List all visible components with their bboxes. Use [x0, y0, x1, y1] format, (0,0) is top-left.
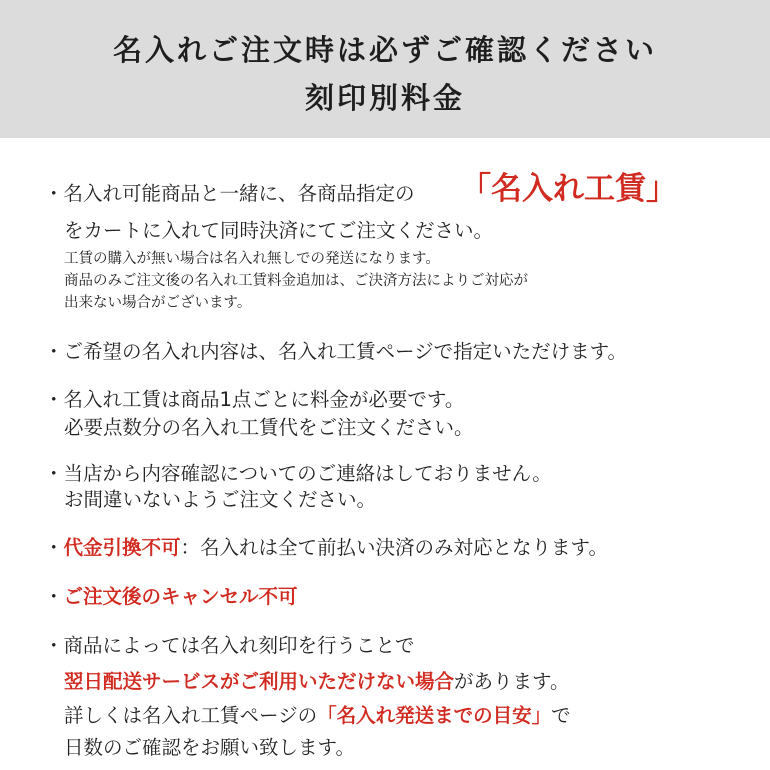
next-day-unavailable-label: 翌日配送サービスがご利用いただけない場合	[64, 670, 455, 693]
notice-3-line-2: 必要点数分の名入れ工賃代をご注文ください。	[64, 416, 474, 439]
notice-4-line-2: お間違いないようご注文ください。	[64, 488, 377, 511]
notice-7-line-3	[64, 700, 571, 728]
notice-1-note-3: 出来ない場合がございます。	[64, 295, 252, 311]
notice-7-line-2-rest: があります。	[454, 670, 570, 693]
notice-5-line-1	[44, 532, 608, 560]
notice-6-bullet: ・	[44, 585, 64, 608]
notice-1-highlight: 「名入れ工賃」	[460, 171, 677, 207]
notice-5-bullet: ・	[44, 536, 64, 559]
notice-3-line-1: ・名入れ工賃は商品1点ごとに料金が必要です。	[44, 388, 465, 411]
notice-2-line-1: ・ご希望の名入れ内容は、名入れ工賃ページで指定いただけます。	[44, 340, 628, 363]
no-cancel-label: ご注文後のキャンセル不可	[63, 585, 298, 608]
shipping-estimate-label: 「名入れ発送までの目安」	[317, 704, 552, 727]
notice-7-line-1: ・商品によっては名入れ刻印を行うことで	[44, 634, 415, 657]
notice-1-note-1: 工賃の購入が無い場合は名入れ無しでの発送になります。	[64, 251, 440, 267]
notice-4-line-1: ・当店から内容確認についてのご連絡はしておりません。	[44, 462, 552, 485]
notice-1-line-1: ・名入れ可能商品と一緒に、各商品指定の	[44, 182, 415, 205]
notice-5-rest: ：名入れは全て前払い決済のみ対応となります。	[180, 536, 608, 559]
cod-unavailable-label: 代金引換不可	[63, 536, 181, 559]
header-subtitle: 刻印別料金	[304, 81, 465, 115]
notice-1-line-2: をカートに入れて同時決済にてご注文ください。	[64, 219, 494, 242]
header-title: 名入れご注文時は必ずご確認ください	[112, 33, 657, 67]
notice-7-line-4: 日数のご確認をお願い致します。	[64, 736, 355, 759]
notice-6-line-1	[44, 581, 298, 609]
notice-7-line-3-post: で	[551, 704, 571, 727]
notice-7-line-3-pre: 詳しくは名入れ工賃ページの	[64, 704, 318, 727]
header-banner	[0, 0, 770, 138]
notice-1-note-2: 商品のみご注文後の名入れ工賃料金追加は、ご決済方法によりご対応が	[64, 273, 528, 289]
notice-7-line-2	[64, 666, 569, 694]
